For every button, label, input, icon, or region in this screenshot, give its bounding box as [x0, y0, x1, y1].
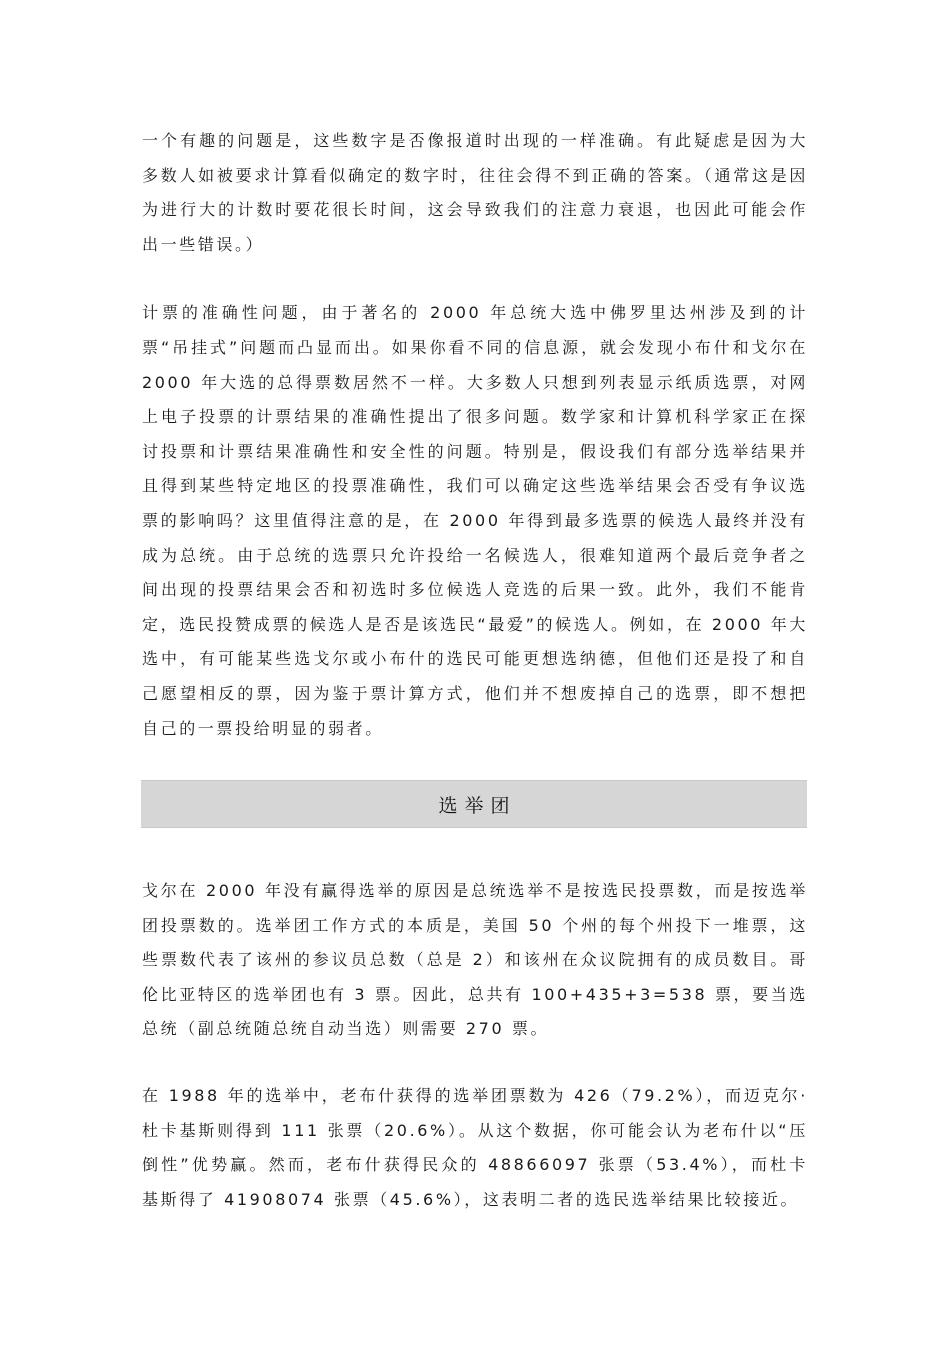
section-header-electoral-college [141, 780, 807, 828]
paragraph-1988-election: 在 1988 年的选举中，老布什获得的选举团票数为 426（79.2%），而迈克尔·杜卡基斯则得到 111 张票（20.6%）。从这个数据，你可能会认为老布什以“压倒性”优势赢。然而，老布什获得民众的 48866097 张票（53.4%），而杜卡基斯得了 41908074 张票（45.6%），这表明二者的选民选举结果比较接近。 [142, 1086, 808, 1209]
section-title: 选举团 [438, 794, 517, 817]
document-page [142, 124, 808, 1217]
paragraph-accuracy-of-numbers: 一个有趣的问题是，这些数字是否像报道时出现的一样准确。有此疑虑是因为大多数人如被要求计算看似确定的数字时，往往会得不到正确的答案。（通常这是因为进行大的计数时要花很长时间，这会导致我们的注意力衰退，也因此可能会作出一些错误。） [142, 131, 808, 254]
paragraph-vote-count-accuracy: 计票的准确性问题，由于著名的 2000 年总统大选中佛罗里达州涉及到的计票“吊挂式”问题而凸显而出。如果你看不同的信息源，就会发现小布什和戈尔在 2000 年大选的总得票数居然不一样。大多数人只想到列表显示纸质选票，对网上电子投票的计票结果的准确性提出了很多问题。数学家和计算机科学家正在探讨投票和计票结果准确性和安全性的问题。特别是，假设我们有部分选举结果并且得到某些特定地区的投票准确性，我们可以确定这些选举结果会否受有争议选票的影响吗？这里值得注意的是，在 2000 年得到最多选票的候选人最终并没有成为总统。由于总统的选票只允许投给一名候选人，很难知道两个最后竞争者之间出现的投票结果会否和初选时多位候选人竞选的后果一致。此外，我们不能肯定，选民投赞成票的候选人是否是该选民“最爱”的候选人。例如，在 2000 年大选中，有可能某些选戈尔或小布什的选民可能更想选纳德，但他们还是投了和自己愿望相反的票，因为鉴于票计算方式，他们并不想废掉自己的选票，即不想把自己的一票投给明显的弱者。 [142, 303, 808, 738]
paragraph-electoral-college: 戈尔在 2000 年没有赢得选举的原因是总统选举不是按选民投票数，而是按选举团投票数的。选举团工作方式的本质是，美国 50 个州的每个州投下一堆票，这些票数代表了该州的参议员总数（总是 2）和该州在众议院拥有的成员数目。哥伦比亚特区的选举团也有 3 票。因此，总共有 100+435+3=538 票，要当选总统（副总统随总统自动当选）则需要 270 票。 [142, 881, 808, 1039]
